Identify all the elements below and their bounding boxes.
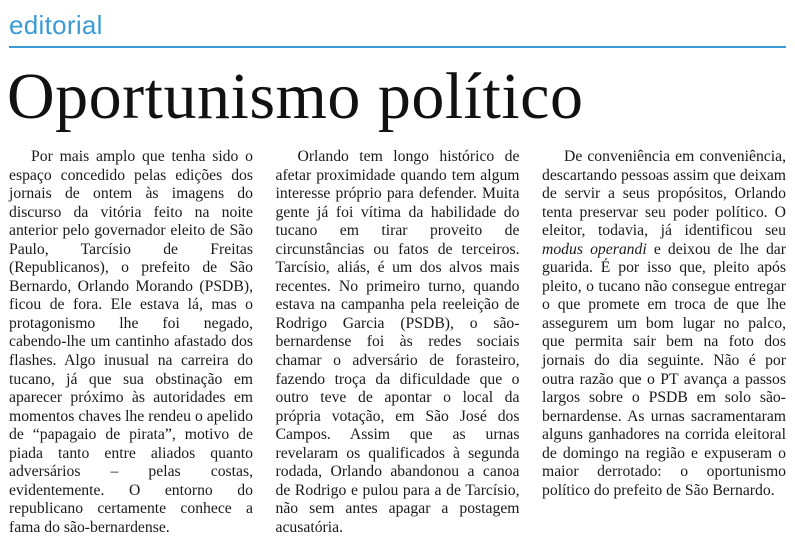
headline: Oportunismo político [7,60,584,133]
paragraph [542,148,786,500]
article-body [9,148,786,536]
paragraph: Por mais amplo que tenha sido o espaço concedido pelas edições dos jornais de ontem às imagens do discurso da vitória feito na noite anterior pelo governador eleito de São Paulo, Tarcísio de Freitas (Republicanos), o prefeito de São Bernardo, Orlando Morando (PSDB), ficou de fora. Ele estava lá, mas o protagonismo lhe foi negado, cabendo-lhe um cantinho afastado dos flashes. Algo inusual na carreira do tucano, já que sua obstinação em aparecer próximo às autoridades em momentos chaves lhe rendeu o apelido de “papagaio de pirata”, motivo de piada tanto entre aliados quanto adversários – pelas costas, evidentemente. O entorno do republicano certamente conhece a fama do são-bernardense. [9,148,253,536]
italic-phrase: modus operandi [542,240,647,258]
column-2 [275,148,520,536]
text-run: De conveniência em conveniência, descartando pessoas assim que deixam de servir a seus propósitos, Orlando tenta preservar seu poder político. O eleitor, todavia, já identificou seu [542,148,786,240]
paragraph: Orlando tem longo histórico de afetar proximidade quando tem algum interesse próprio para defender. Muita gente já foi vítima da habilidade do tucano em tirar proveito de circunstâncias ou fatos de terceiros. Tarcísio, aliás, é um dos alvos mais recentes. No primeiro turno, quando estava na campanha pela reeleição de Rodrigo Garcia (PSDB), o são-bernardense foi às redes sociais chamar o adversário de forasteiro, fazendo troça da dificuldade que o outro teve de apontar o local da própria votação, em São José dos Campos. Assim que as urnas revelaram os qualificados à segunda rodada, Orlando abandonou a canoa de Rodrigo e pulou para a de Tarcísio, não sem antes apagar a postagem acusatória. [275,148,520,536]
text-run: e deixou de lhe dar guarida. É por isso que, pleito após pleito, o tucano não consegue entregar o que promete em troca de que lhe assegurem um bom lugar no palco, que permita sair bem na foto dos jornais do dia seguinte. Não é por outra razão que o PT avança a passos largos sobre o PSDB em solo são-bernardense. As urnas sacramentaram alguns ganhadores na corrida eleitoral de domingo na região e expuseram o maior derrotado: o oportunismo político do prefeito de São Bernardo. [542,240,786,499]
column-3 [542,148,786,508]
column-1 [9,148,253,536]
section-label: editorial [9,10,103,40]
section-rule [9,46,786,48]
